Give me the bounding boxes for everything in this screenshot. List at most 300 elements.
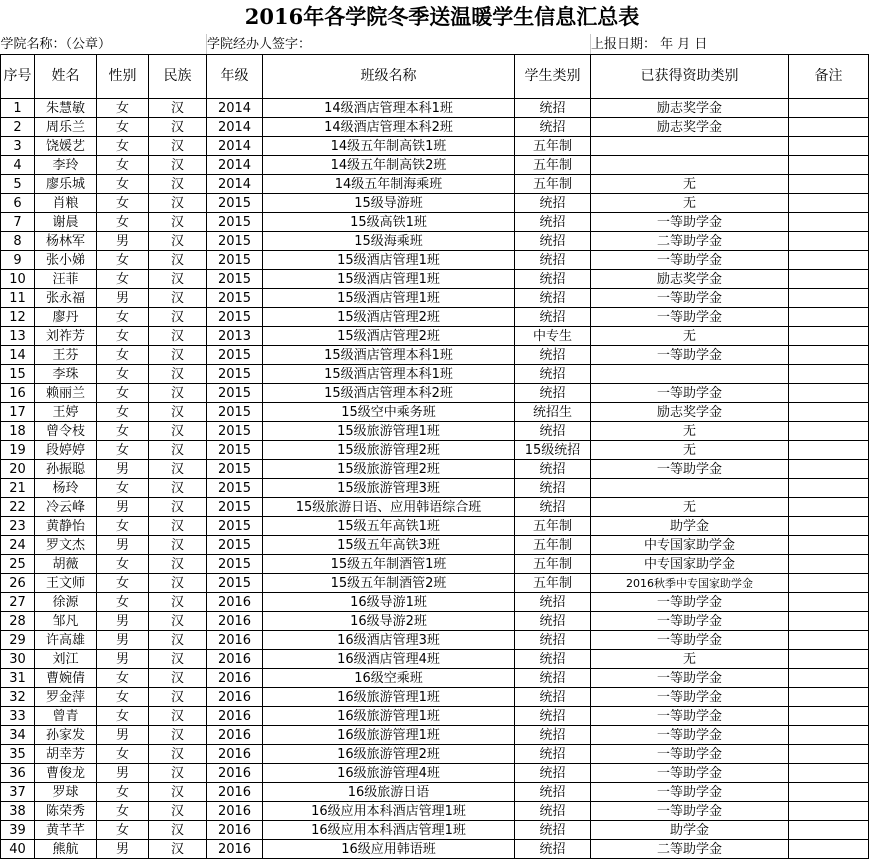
cell-ethnicity: 汉 xyxy=(149,479,207,498)
cell-index: 38 xyxy=(1,802,35,821)
cell-student-type: 统招 xyxy=(515,612,591,631)
cell-aid-type: 助学金 xyxy=(591,517,789,536)
cell-gender: 女 xyxy=(97,327,149,346)
cell-ethnicity: 汉 xyxy=(149,745,207,764)
cell-aid-type xyxy=(591,365,789,384)
report-date-label: 上报日期： 年 月 日 xyxy=(591,34,869,55)
cell-aid-type: 无 xyxy=(591,650,789,669)
cell-name: 曾青 xyxy=(35,707,97,726)
header-index: 序号 xyxy=(1,55,35,99)
cell-index: 17 xyxy=(1,403,35,422)
table-row xyxy=(1,650,869,669)
cell-ethnicity: 汉 xyxy=(149,498,207,517)
cell-name: 黄静怡 xyxy=(35,517,97,536)
cell-remarks xyxy=(789,99,869,118)
table-row xyxy=(1,707,869,726)
cell-gender: 女 xyxy=(97,156,149,175)
cell-class: 16级酒店管理3班 xyxy=(263,631,515,650)
cell-aid-type: 励志奖学金 xyxy=(591,270,789,289)
cell-name: 曾令枝 xyxy=(35,422,97,441)
cell-aid-type: 一等助学金 xyxy=(591,460,789,479)
cell-name: 罗球 xyxy=(35,783,97,802)
table-row xyxy=(1,574,869,593)
cell-name: 王芬 xyxy=(35,346,97,365)
cell-grade: 2015 xyxy=(207,194,263,213)
cell-class: 16级酒店管理4班 xyxy=(263,650,515,669)
cell-name: 熊航 xyxy=(35,840,97,859)
header-row xyxy=(1,55,869,99)
cell-class: 15级五年制酒管1班 xyxy=(263,555,515,574)
cell-grade: 2016 xyxy=(207,821,263,840)
cell-gender: 男 xyxy=(97,536,149,555)
cell-student-type: 五年制 xyxy=(515,555,591,574)
cell-ethnicity: 汉 xyxy=(149,175,207,194)
cell-ethnicity: 汉 xyxy=(149,802,207,821)
cell-index: 18 xyxy=(1,422,35,441)
cell-class: 15级酒店管理本科2班 xyxy=(263,384,515,403)
cell-gender: 女 xyxy=(97,270,149,289)
cell-gender: 女 xyxy=(97,346,149,365)
cell-ethnicity: 汉 xyxy=(149,688,207,707)
cell-student-type: 统招 xyxy=(515,764,591,783)
cell-gender: 女 xyxy=(97,99,149,118)
cell-aid-type: 一等助学金 xyxy=(591,251,789,270)
cell-class: 15级旅游管理1班 xyxy=(263,422,515,441)
cell-name: 张小娣 xyxy=(35,251,97,270)
table-row xyxy=(1,840,869,859)
cell-grade: 2016 xyxy=(207,745,263,764)
cell-gender: 女 xyxy=(97,308,149,327)
cell-name: 陈荣秀 xyxy=(35,802,97,821)
cell-gender: 女 xyxy=(97,669,149,688)
cell-student-type: 五年制 xyxy=(515,536,591,555)
cell-class: 16级导游2班 xyxy=(263,612,515,631)
table-row xyxy=(1,118,869,137)
table-row xyxy=(1,631,869,650)
cell-ethnicity: 汉 xyxy=(149,726,207,745)
cell-ethnicity: 汉 xyxy=(149,327,207,346)
cell-name: 廖丹 xyxy=(35,308,97,327)
cell-aid-type: 一等助学金 xyxy=(591,669,789,688)
cell-grade: 2015 xyxy=(207,403,263,422)
cell-index: 3 xyxy=(1,137,35,156)
cell-index: 1 xyxy=(1,99,35,118)
cell-remarks xyxy=(789,821,869,840)
cell-name: 胡薇 xyxy=(35,555,97,574)
header-gender: 性别 xyxy=(97,55,149,99)
cell-aid-type: 一等助学金 xyxy=(591,764,789,783)
cell-gender: 女 xyxy=(97,821,149,840)
cell-remarks xyxy=(789,802,869,821)
cell-class: 14级五年制高铁2班 xyxy=(263,156,515,175)
cell-student-type: 五年制 xyxy=(515,137,591,156)
cell-remarks xyxy=(789,232,869,251)
cell-remarks xyxy=(789,213,869,232)
cell-aid-type: 励志奖学金 xyxy=(591,99,789,118)
cell-ethnicity: 汉 xyxy=(149,536,207,555)
table-row xyxy=(1,289,869,308)
cell-remarks xyxy=(789,498,869,517)
cell-grade: 2015 xyxy=(207,517,263,536)
cell-index: 19 xyxy=(1,441,35,460)
cell-grade: 2016 xyxy=(207,764,263,783)
cell-ethnicity: 汉 xyxy=(149,213,207,232)
cell-name: 谢晨 xyxy=(35,213,97,232)
table-row xyxy=(1,365,869,384)
cell-remarks xyxy=(789,327,869,346)
cell-index: 2 xyxy=(1,118,35,137)
cell-index: 24 xyxy=(1,536,35,555)
cell-index: 35 xyxy=(1,745,35,764)
cell-index: 37 xyxy=(1,783,35,802)
cell-grade: 2015 xyxy=(207,479,263,498)
cell-remarks xyxy=(789,460,869,479)
cell-class: 15级酒店管理1班 xyxy=(263,251,515,270)
cell-class: 16级应用韩语班 xyxy=(263,840,515,859)
cell-ethnicity: 汉 xyxy=(149,821,207,840)
cell-name: 许高雄 xyxy=(35,631,97,650)
table-row xyxy=(1,764,869,783)
cell-index: 9 xyxy=(1,251,35,270)
cell-student-type: 统招 xyxy=(515,346,591,365)
cell-class: 16级空乘班 xyxy=(263,669,515,688)
table-row xyxy=(1,327,869,346)
table-row xyxy=(1,460,869,479)
cell-grade: 2015 xyxy=(207,308,263,327)
cell-student-type: 统招 xyxy=(515,802,591,821)
cell-remarks xyxy=(789,346,869,365)
cell-class: 15级五年高铁1班 xyxy=(263,517,515,536)
cell-name: 周乐兰 xyxy=(35,118,97,137)
table-row xyxy=(1,479,869,498)
cell-index: 15 xyxy=(1,365,35,384)
cell-index: 34 xyxy=(1,726,35,745)
cell-gender: 男 xyxy=(97,612,149,631)
cell-gender: 女 xyxy=(97,251,149,270)
cell-index: 32 xyxy=(1,688,35,707)
cell-class: 16级应用本科酒店管理1班 xyxy=(263,821,515,840)
cell-ethnicity: 汉 xyxy=(149,232,207,251)
cell-index: 33 xyxy=(1,707,35,726)
cell-grade: 2016 xyxy=(207,802,263,821)
cell-aid-type: 励志奖学金 xyxy=(591,403,789,422)
cell-student-type: 统招 xyxy=(515,308,591,327)
cell-student-type: 统招 xyxy=(515,688,591,707)
cell-remarks xyxy=(789,536,869,555)
cell-ethnicity: 汉 xyxy=(149,593,207,612)
cell-student-type: 统招 xyxy=(515,783,591,802)
cell-class: 15级酒店管理1班 xyxy=(263,289,515,308)
table-row xyxy=(1,251,869,270)
header-ethnicity: 民族 xyxy=(149,55,207,99)
cell-grade: 2015 xyxy=(207,346,263,365)
table-row xyxy=(1,593,869,612)
cell-index: 13 xyxy=(1,327,35,346)
cell-remarks xyxy=(789,745,869,764)
cell-gender: 女 xyxy=(97,574,149,593)
cell-grade: 2015 xyxy=(207,213,263,232)
cell-grade: 2016 xyxy=(207,650,263,669)
cell-grade: 2016 xyxy=(207,612,263,631)
cell-ethnicity: 汉 xyxy=(149,137,207,156)
cell-aid-type: 中专国家助学金 xyxy=(591,555,789,574)
cell-student-type: 统招 xyxy=(515,669,591,688)
cell-grade: 2015 xyxy=(207,232,263,251)
cell-aid-type: 一等助学金 xyxy=(591,593,789,612)
cell-gender: 女 xyxy=(97,118,149,137)
cell-aid-type: 无 xyxy=(591,498,789,517)
cell-ethnicity: 汉 xyxy=(149,669,207,688)
cell-aid-type: 无 xyxy=(591,175,789,194)
cell-gender: 女 xyxy=(97,213,149,232)
cell-grade: 2015 xyxy=(207,555,263,574)
cell-gender: 女 xyxy=(97,175,149,194)
cell-remarks xyxy=(789,707,869,726)
cell-aid-type: 一等助学金 xyxy=(591,289,789,308)
cell-remarks xyxy=(789,593,869,612)
cell-name: 段婷婷 xyxy=(35,441,97,460)
cell-ethnicity: 汉 xyxy=(149,707,207,726)
cell-name: 张永福 xyxy=(35,289,97,308)
cell-student-type: 统招 xyxy=(515,840,591,859)
cell-remarks xyxy=(789,840,869,859)
cell-remarks xyxy=(789,384,869,403)
table-row xyxy=(1,384,869,403)
cell-index: 39 xyxy=(1,821,35,840)
sheet-title: 2016年各学院冬季送温暖学生信息汇总表 xyxy=(244,4,640,29)
cell-student-type: 统招 xyxy=(515,726,591,745)
header-remarks: 备注 xyxy=(789,55,869,99)
cell-class: 15级酒店管理2班 xyxy=(263,327,515,346)
cell-student-type: 统招 xyxy=(515,251,591,270)
table-row xyxy=(1,669,869,688)
cell-student-type: 五年制 xyxy=(515,156,591,175)
cell-remarks xyxy=(789,270,869,289)
cell-class: 15级五年制酒管2班 xyxy=(263,574,515,593)
college-name-label: 学院名称：（公章） xyxy=(1,34,207,55)
cell-class: 16级旅游管理1班 xyxy=(263,688,515,707)
cell-class: 15级五年高铁3班 xyxy=(263,536,515,555)
cell-grade: 2016 xyxy=(207,688,263,707)
cell-grade: 2015 xyxy=(207,270,263,289)
cell-remarks xyxy=(789,308,869,327)
cell-class: 15级旅游管理2班 xyxy=(263,460,515,479)
cell-name: 廖乐城 xyxy=(35,175,97,194)
cell-index: 10 xyxy=(1,270,35,289)
table-row xyxy=(1,498,869,517)
table-row xyxy=(1,194,869,213)
table-row xyxy=(1,270,869,289)
table-row xyxy=(1,555,869,574)
cell-gender: 男 xyxy=(97,498,149,517)
table-row xyxy=(1,517,869,536)
cell-grade: 2016 xyxy=(207,631,263,650)
cell-remarks xyxy=(789,422,869,441)
header-aid-type: 已获得资助类别 xyxy=(591,55,789,99)
cell-gender: 女 xyxy=(97,403,149,422)
cell-gender: 男 xyxy=(97,232,149,251)
cell-ethnicity: 汉 xyxy=(149,289,207,308)
cell-remarks xyxy=(789,403,869,422)
cell-grade: 2015 xyxy=(207,422,263,441)
cell-index: 8 xyxy=(1,232,35,251)
cell-gender: 男 xyxy=(97,840,149,859)
cell-remarks xyxy=(789,688,869,707)
cell-class: 14级酒店管理本科2班 xyxy=(263,118,515,137)
table-row xyxy=(1,403,869,422)
cell-name: 孙家发 xyxy=(35,726,97,745)
cell-aid-type: 二等助学金 xyxy=(591,840,789,859)
cell-student-type: 统招 xyxy=(515,289,591,308)
cell-grade: 2013 xyxy=(207,327,263,346)
cell-ethnicity: 汉 xyxy=(149,403,207,422)
cell-remarks xyxy=(789,441,869,460)
cell-remarks xyxy=(789,764,869,783)
cell-student-type: 统招 xyxy=(515,99,591,118)
cell-name: 刘江 xyxy=(35,650,97,669)
cell-remarks xyxy=(789,555,869,574)
cell-index: 16 xyxy=(1,384,35,403)
cell-ethnicity: 汉 xyxy=(149,650,207,669)
cell-ethnicity: 汉 xyxy=(149,840,207,859)
table-row xyxy=(1,802,869,821)
table-row xyxy=(1,612,869,631)
student-table xyxy=(0,34,869,859)
cell-aid-type: 一等助学金 xyxy=(591,688,789,707)
cell-gender: 男 xyxy=(97,650,149,669)
cell-class: 14级五年制海乘班 xyxy=(263,175,515,194)
cell-index: 29 xyxy=(1,631,35,650)
cell-remarks xyxy=(789,479,869,498)
cell-name: 汪菲 xyxy=(35,270,97,289)
cell-aid-type xyxy=(591,137,789,156)
table-row xyxy=(1,99,869,118)
cell-index: 6 xyxy=(1,194,35,213)
cell-grade: 2016 xyxy=(207,726,263,745)
cell-grade: 2016 xyxy=(207,783,263,802)
cell-class: 15级旅游日语、应用韩语综合班 xyxy=(263,498,515,517)
cell-index: 31 xyxy=(1,669,35,688)
cell-student-type: 统招 xyxy=(515,384,591,403)
cell-student-type: 五年制 xyxy=(515,574,591,593)
cell-ethnicity: 汉 xyxy=(149,555,207,574)
cell-remarks xyxy=(789,251,869,270)
cell-remarks xyxy=(789,156,869,175)
cell-student-type: 统招 xyxy=(515,422,591,441)
cell-student-type: 统招 xyxy=(515,707,591,726)
cell-class: 14级酒店管理本科1班 xyxy=(263,99,515,118)
cell-aid-type: 一等助学金 xyxy=(591,346,789,365)
cell-gender: 男 xyxy=(97,726,149,745)
header-name: 姓名 xyxy=(35,55,97,99)
cell-grade: 2015 xyxy=(207,289,263,308)
cell-aid-type: 无 xyxy=(591,327,789,346)
cell-aid-type: 无 xyxy=(591,441,789,460)
cell-ethnicity: 汉 xyxy=(149,365,207,384)
cell-gender: 男 xyxy=(97,764,149,783)
cell-class: 16级应用本科酒店管理1班 xyxy=(263,802,515,821)
cell-remarks xyxy=(789,669,869,688)
cell-grade: 2015 xyxy=(207,441,263,460)
cell-class: 15级酒店管理本科1班 xyxy=(263,365,515,384)
cell-ethnicity: 汉 xyxy=(149,783,207,802)
cell-grade: 2015 xyxy=(207,460,263,479)
cell-name: 王文师 xyxy=(35,574,97,593)
cell-gender: 女 xyxy=(97,555,149,574)
cell-grade: 2015 xyxy=(207,574,263,593)
cell-remarks xyxy=(789,631,869,650)
cell-ethnicity: 汉 xyxy=(149,308,207,327)
cell-index: 14 xyxy=(1,346,35,365)
cell-student-type: 统招 xyxy=(515,460,591,479)
cell-aid-type: 励志奖学金 xyxy=(591,118,789,137)
cell-gender: 女 xyxy=(97,137,149,156)
cell-grade: 2016 xyxy=(207,669,263,688)
cell-name: 罗文杰 xyxy=(35,536,97,555)
table-row xyxy=(1,308,869,327)
cell-remarks xyxy=(789,289,869,308)
cell-grade: 2015 xyxy=(207,536,263,555)
cell-gender: 女 xyxy=(97,365,149,384)
cell-name: 曹婉倩 xyxy=(35,669,97,688)
cell-gender: 女 xyxy=(97,745,149,764)
cell-aid-type: 一等助学金 xyxy=(591,783,789,802)
cell-ethnicity: 汉 xyxy=(149,764,207,783)
cell-gender: 女 xyxy=(97,802,149,821)
cell-name: 赖丽兰 xyxy=(35,384,97,403)
table-row xyxy=(1,213,869,232)
cell-aid-type: 一等助学金 xyxy=(591,612,789,631)
cell-remarks xyxy=(789,612,869,631)
table-row xyxy=(1,137,869,156)
cell-name: 杨玲 xyxy=(35,479,97,498)
cell-class: 15级酒店管理本科1班 xyxy=(263,346,515,365)
cell-ethnicity: 汉 xyxy=(149,422,207,441)
cell-class: 16级旅游日语 xyxy=(263,783,515,802)
cell-remarks xyxy=(789,118,869,137)
cell-aid-type: 一等助学金 xyxy=(591,308,789,327)
cell-name: 胡幸芳 xyxy=(35,745,97,764)
cell-name: 李珠 xyxy=(35,365,97,384)
cell-student-type: 统招生 xyxy=(515,403,591,422)
cell-class: 15级旅游管理2班 xyxy=(263,441,515,460)
cell-student-type: 统招 xyxy=(515,650,591,669)
cell-remarks xyxy=(789,194,869,213)
cell-aid-type: 二等助学金 xyxy=(591,232,789,251)
cell-name: 孙振聪 xyxy=(35,460,97,479)
cell-ethnicity: 汉 xyxy=(149,99,207,118)
cell-gender: 女 xyxy=(97,517,149,536)
cell-class: 14级五年制高铁1班 xyxy=(263,137,515,156)
cell-student-type: 中专生 xyxy=(515,327,591,346)
cell-class: 16级旅游管理4班 xyxy=(263,764,515,783)
table-row xyxy=(1,156,869,175)
cell-gender: 女 xyxy=(97,422,149,441)
cell-gender: 男 xyxy=(97,631,149,650)
cell-student-type: 统招 xyxy=(515,479,591,498)
cell-ethnicity: 汉 xyxy=(149,631,207,650)
cell-name: 李玲 xyxy=(35,156,97,175)
cell-index: 20 xyxy=(1,460,35,479)
cell-name: 黄芊芊 xyxy=(35,821,97,840)
cell-gender: 女 xyxy=(97,479,149,498)
table-row xyxy=(1,346,869,365)
cell-aid-type: 一等助学金 xyxy=(591,631,789,650)
cell-gender: 女 xyxy=(97,384,149,403)
cell-gender: 男 xyxy=(97,289,149,308)
cell-ethnicity: 汉 xyxy=(149,194,207,213)
cell-name: 邹凡 xyxy=(35,612,97,631)
